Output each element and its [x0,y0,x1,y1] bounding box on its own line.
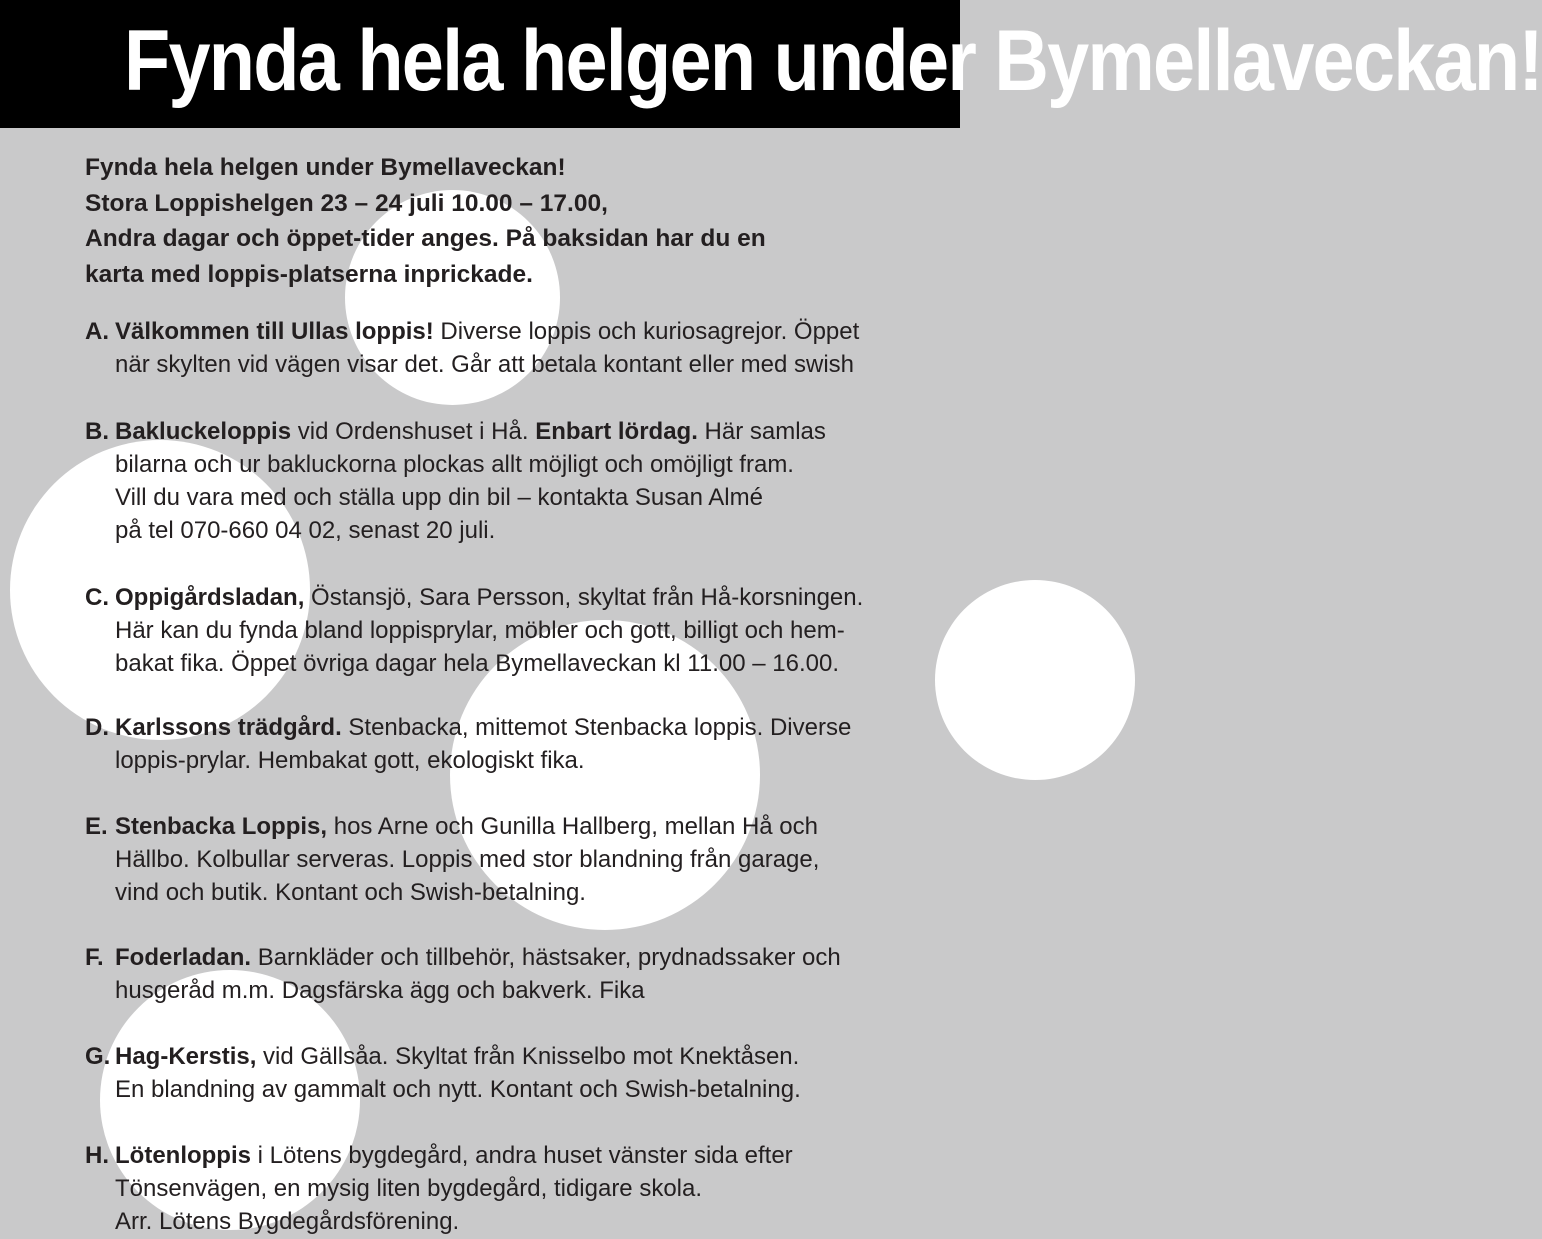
entry-text: bakat fika. Öppet övriga dagar hela Bymellaveckan kl 11.00 – 16.00. [115,650,839,677]
entry-letter: F. [85,944,104,971]
entry-text: Östansjö, Sara Persson, skyltat från Hå-korsningen. [304,584,864,611]
intro-line: karta med loppis-platserna inprickade. [85,260,533,288]
entry-text: Här samlas [697,418,826,445]
entry-text: En blandning av gammalt och nytt. Kontant och Swish-betalning. [115,1076,801,1103]
entry-text: Stenbacka, mittemot Stenbacka loppis. Diverse [341,714,852,741]
entry-text: hos Arne och Gunilla Hallberg, mellan Hå och [327,813,818,840]
entry-text: husgeråd m.m. Dagsfärska ägg och bakverk. Fika [115,977,645,1004]
entry-text: Barnkläder och tillbehör, hästsaker, prydnadssaker och [251,944,841,971]
intro-line: Stora Loppishelgen 23 – 24 juli 10.00 – 17.00, [85,189,608,217]
entry-text: Tönsenvägen, en mysig liten bygdegård, tidigare skola. [115,1175,703,1202]
entry-highlight: Enbart lördag. [535,418,698,445]
entry-a [85,315,945,381]
entry-text: bilarna och ur bakluckorna plockas allt möjligt och omöjligt fram. [115,451,794,478]
decorative-circle [935,580,1135,780]
entry-f [85,941,945,1007]
header-banner [0,0,1542,128]
intro-line: Fynda hela helgen under Bymellaveckan! [85,154,566,181]
entry-text: Arr. Lötens Bygdegårdsförening. [115,1208,460,1235]
entry-h [85,1139,945,1238]
intro-block [85,150,945,292]
entry-b [85,415,945,547]
entry-letter: C. [85,584,109,611]
entry-text: på tel 070-660 04 02, senast 20 juli. [115,517,496,544]
entry-e [85,810,945,909]
entry-letter: B. [85,418,109,445]
intro-line: Andra dagar och öppet-tider anges. På baksidan har du en [85,225,766,252]
entry-text: Diverse loppis och kuriosagrejor. Öppet [433,318,860,345]
entry-letter: E. [85,813,108,840]
entry-text: Hällbo. Kolbullar serveras. Loppis med stor blandning från garage, [115,846,820,873]
entry-text: Vill du vara med och ställa upp din bil – kontakta Susan Almé [115,484,763,511]
entry-name: Välkommen till Ullas loppis! [115,318,434,345]
entry-text: vid Gällsåa. Skyltat från Knisselbo mot Knektåsen. [256,1043,800,1070]
entry-name: Lötenloppis [115,1142,251,1169]
entry-text: vid Ordenshuset i Hå. [291,418,536,445]
entry-d [85,711,945,777]
entry-name: Stenbacka Loppis, [115,813,328,840]
entry-name: Karlssons trädgård. [115,714,342,741]
entry-text: vind och butik. Kontant och Swish-betalning. [115,879,586,906]
entry-name: Bakluckeloppis [115,418,292,445]
entry-letter: G. [85,1043,111,1070]
entry-letter: D. [85,714,109,741]
entry-letter: H. [85,1142,109,1169]
entry-text: i Lötens bygdegård, andra huset vänster sida efter [250,1142,793,1169]
entry-text: när skylten vid vägen visar det. Går att betala kontant eller med swish [115,351,855,378]
entry-c [85,581,945,680]
entry-letter: A. [85,318,109,345]
entry-text: loppis-prylar. Hembakat gott, ekologiskt fika. [115,747,585,774]
entry-text: Här kan du fynda bland loppisprylar, möbler och gott, billigt och hem- [115,617,845,644]
entry-name: Oppigårdsladan, [115,584,305,611]
entry-g [85,1040,945,1106]
entry-name: Hag-Kerstis, [115,1043,257,1070]
entry-name: Foderladan. [115,944,252,971]
page-title: Fynda hela helgen under Bymellaveckan! [124,13,1542,109]
